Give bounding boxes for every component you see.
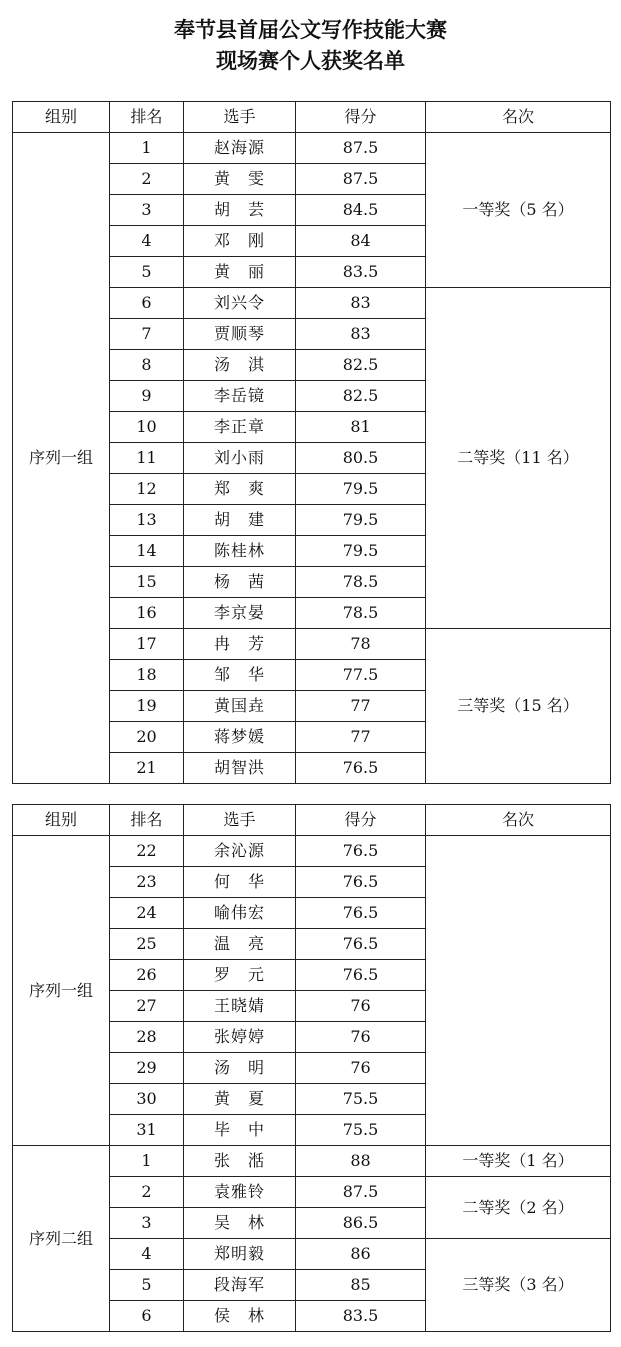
score-cell: 77 [296,691,426,722]
player-name-cell: 贾顺琴 [184,319,296,350]
score-cell: 76 [296,1053,426,1084]
rank-cell: 16 [110,598,184,629]
award-cell: 二等奖（11 名） [426,288,611,629]
rank-cell: 6 [110,288,184,319]
player-name-cell: 胡 建 [184,505,296,536]
score-cell: 83.5 [296,1301,426,1332]
score-cell: 85 [296,1270,426,1301]
player-header: 选手 [184,102,296,133]
table-row [13,836,611,867]
rank-cell: 23 [110,867,184,898]
score-cell: 88 [296,1146,426,1177]
rank-cell: 17 [110,629,184,660]
rank-cell: 10 [110,412,184,443]
award-cell: 三等奖（15 名） [426,629,611,784]
score-cell: 86 [296,1239,426,1270]
rank-cell: 9 [110,381,184,412]
player-name-cell: 邓 刚 [184,226,296,257]
player-name-cell: 张 湉 [184,1146,296,1177]
score-cell: 76.5 [296,898,426,929]
score-cell: 87.5 [296,164,426,195]
rank-cell: 1 [110,133,184,164]
rank-cell: 13 [110,505,184,536]
rank-cell: 4 [110,1239,184,1270]
document-subtitle: 现场赛个人获奖名单 [216,48,405,73]
rank-cell: 8 [110,350,184,381]
player-name-cell: 黄 夏 [184,1084,296,1115]
player-name-cell: 汤 明 [184,1053,296,1084]
rank-cell: 5 [110,1270,184,1301]
award-cell [426,836,611,1146]
group-cell: 序列一组 [13,133,110,784]
group-cell: 序列一组 [13,836,110,1146]
rank-cell: 6 [110,1301,184,1332]
player-name-cell: 喻伟宏 [184,898,296,929]
player-name-cell: 陈桂林 [184,536,296,567]
rank-cell: 14 [110,536,184,567]
player-name-cell: 黄国垚 [184,691,296,722]
score-cell: 82.5 [296,381,426,412]
score-cell: 79.5 [296,474,426,505]
rank-cell: 30 [110,1084,184,1115]
document-title: 奉节县首届公文写作技能大赛 [174,17,447,42]
score-cell: 76.5 [296,929,426,960]
player-name-cell: 杨 茜 [184,567,296,598]
score-cell: 81 [296,412,426,443]
player-name-cell: 袁雅铃 [184,1177,296,1208]
player-name-cell: 汤 淇 [184,350,296,381]
score-cell: 83 [296,319,426,350]
score-cell: 84 [296,226,426,257]
score-cell: 79.5 [296,536,426,567]
score-cell: 78.5 [296,598,426,629]
player-name-cell: 段海军 [184,1270,296,1301]
score-cell: 84.5 [296,195,426,226]
rank-cell: 25 [110,929,184,960]
rank-cell: 1 [110,1146,184,1177]
rank-cell: 15 [110,567,184,598]
score-cell: 77 [296,722,426,753]
rank-cell: 11 [110,443,184,474]
group-header: 组别 [13,102,110,133]
score-cell: 77.5 [296,660,426,691]
rank-cell: 5 [110,257,184,288]
player-name-cell: 黄 丽 [184,257,296,288]
award-cell: 二等奖（2 名） [426,1177,611,1239]
player-name-cell: 刘小雨 [184,443,296,474]
award-cell: 一等奖（1 名） [426,1146,611,1177]
rank-cell: 29 [110,1053,184,1084]
award-cell: 三等奖（3 名） [426,1239,611,1332]
player-name-cell: 刘兴令 [184,288,296,319]
score-cell: 76 [296,1022,426,1053]
rank-cell: 31 [110,1115,184,1146]
player-name-cell: 胡 芸 [184,195,296,226]
rank-cell: 3 [110,195,184,226]
player-name-cell: 余沁源 [184,836,296,867]
player-name-cell: 张婷婷 [184,1022,296,1053]
score-cell: 83 [296,288,426,319]
award-header: 名次 [426,102,611,133]
award-table-part1 [12,101,611,784]
score-cell: 76.5 [296,867,426,898]
player-name-cell: 郑明毅 [184,1239,296,1270]
rank-cell: 22 [110,836,184,867]
header-row [13,805,611,836]
player-name-cell: 邹 华 [184,660,296,691]
score-cell: 86.5 [296,1208,426,1239]
group-cell: 序列二组 [13,1146,110,1332]
rank-cell: 3 [110,1208,184,1239]
score-cell: 75.5 [296,1115,426,1146]
player-name-cell: 胡智洪 [184,753,296,784]
table-row [13,1146,611,1177]
player-name-cell: 赵海源 [184,133,296,164]
rank-cell: 28 [110,1022,184,1053]
score-header: 得分 [296,102,426,133]
player-header: 选手 [184,805,296,836]
score-cell: 76.5 [296,753,426,784]
rank-cell: 4 [110,226,184,257]
table-row [13,133,611,164]
player-name-cell: 李岳镜 [184,381,296,412]
score-cell: 82.5 [296,350,426,381]
award-cell: 一等奖（5 名） [426,133,611,288]
header-row [13,102,611,133]
score-header: 得分 [296,805,426,836]
player-name-cell: 侯 林 [184,1301,296,1332]
score-cell: 87.5 [296,133,426,164]
score-cell: 76.5 [296,836,426,867]
player-name-cell: 冉 芳 [184,629,296,660]
rank-header: 排名 [110,102,184,133]
rank-cell: 2 [110,164,184,195]
score-cell: 75.5 [296,1084,426,1115]
rank-cell: 21 [110,753,184,784]
rank-cell: 24 [110,898,184,929]
score-cell: 87.5 [296,1177,426,1208]
rank-header: 排名 [110,805,184,836]
score-cell: 78 [296,629,426,660]
award-header: 名次 [426,805,611,836]
score-cell: 83.5 [296,257,426,288]
rank-cell: 26 [110,960,184,991]
rank-cell: 27 [110,991,184,1022]
rank-cell: 7 [110,319,184,350]
score-cell: 79.5 [296,505,426,536]
player-name-cell: 李正章 [184,412,296,443]
player-name-cell: 王晓婧 [184,991,296,1022]
award-table-part2 [12,804,611,1332]
player-name-cell: 黄 雯 [184,164,296,195]
rank-cell: 19 [110,691,184,722]
player-name-cell: 蒋梦媛 [184,722,296,753]
rank-cell: 2 [110,1177,184,1208]
player-name-cell: 吴 林 [184,1208,296,1239]
score-cell: 76 [296,991,426,1022]
rank-cell: 12 [110,474,184,505]
player-name-cell: 毕 中 [184,1115,296,1146]
player-name-cell: 罗 元 [184,960,296,991]
score-cell: 80.5 [296,443,426,474]
score-cell: 76.5 [296,960,426,991]
player-name-cell: 郑 爽 [184,474,296,505]
player-name-cell: 何 华 [184,867,296,898]
rank-cell: 18 [110,660,184,691]
group-header: 组别 [13,805,110,836]
rank-cell: 20 [110,722,184,753]
player-name-cell: 温 亮 [184,929,296,960]
player-name-cell: 李京晏 [184,598,296,629]
score-cell: 78.5 [296,567,426,598]
